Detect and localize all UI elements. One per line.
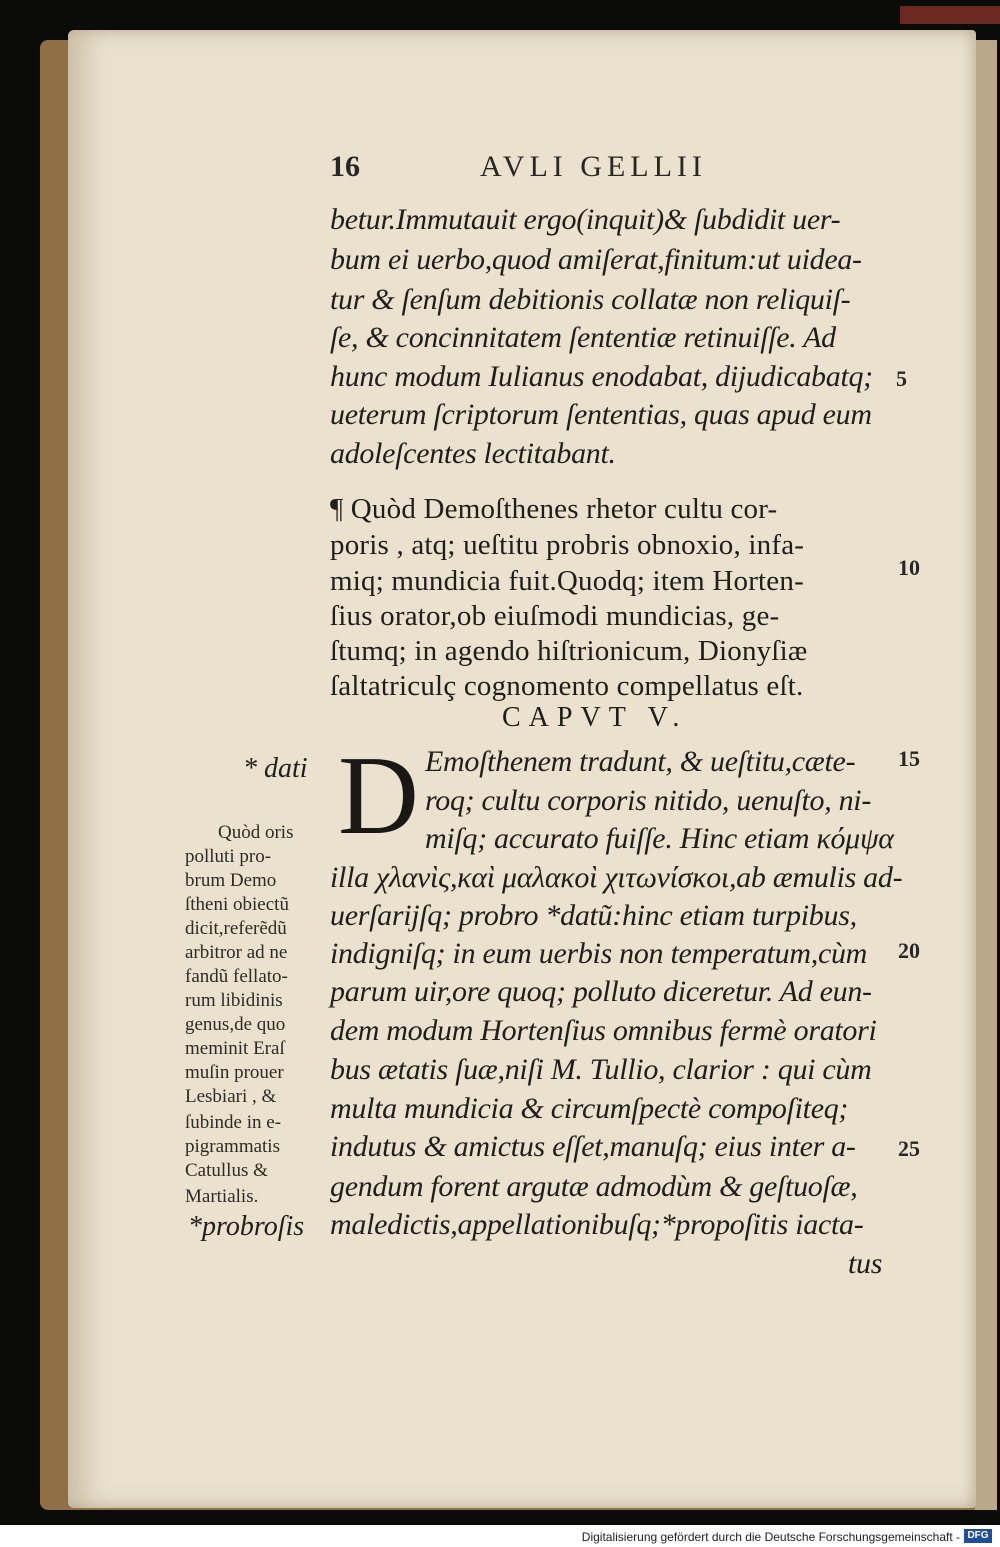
text-line: dem modum Hortenſius omnibus fermè oratori (330, 1014, 877, 1047)
cover-edge (900, 6, 1000, 24)
text-line: ſe, & concinnitatem ſententiæ retinuiſſe. Ad (330, 321, 836, 354)
line-number: 25 (898, 1136, 920, 1161)
text-line: parum uir,ore quoq; polluto diceretur. Ad eun- (330, 975, 872, 1008)
text-line: Emoſthenem tradunt, & ueſtitu,cæte- (425, 745, 856, 778)
marginal-note-line: meminit Eraſ (185, 1038, 285, 1059)
text-line: bus ætatis ſuæ,niſi M. Tullio, clarior : qui cùm (330, 1053, 872, 1086)
running-title: AVLI GELLII (480, 150, 707, 183)
folio-number: 16 (330, 150, 360, 183)
summary-line: ſtumq; in agendo hiſtrionicum, Dionyſiæ (330, 635, 808, 667)
marginal-note-line: rum libidinis (185, 990, 283, 1011)
page-header (330, 150, 750, 190)
dfg-logo-icon: DFG (964, 1529, 992, 1543)
marginal-note-line: brum Demo (185, 870, 277, 891)
marginal-gloss: *probroſis (188, 1211, 305, 1242)
marginal-gloss: * dati (243, 753, 308, 784)
marginal-note-line: dicit,referẽdũ (185, 918, 287, 939)
marginal-note-line: arbitror ad ne (185, 942, 288, 963)
catchword: tus (848, 1247, 883, 1280)
text-line: bum ei uerbo,quod amiſerat,finitum:ut uidea- (330, 243, 862, 276)
line-number: 10 (898, 555, 920, 580)
text-line: multa mundicia & circumſpectè compoſiteq; (330, 1092, 849, 1125)
marginal-note-line: fandũ fellato- (185, 966, 288, 987)
text-line: gendum forent argutæ admodùm & geſtuoſæ, (330, 1170, 858, 1203)
marginal-note-line: Lesbiari , & (185, 1086, 277, 1107)
text-line: indigniſq; in eum uerbis non temperatum,cùm (330, 937, 868, 970)
text-line: illa χλανὶς,καὶ μαλακοὶ χιτωνίσκοι,ab æmulis ad- (330, 861, 903, 894)
line-number: 5 (896, 366, 907, 391)
marginal-note-line: ſtheni obiectũ (185, 894, 289, 915)
text-line: maledictis,appellationibuſq;*propoſitis iacta- (330, 1208, 864, 1241)
text-line: ueterum ſcriptorum ſententias, quas apud eum (330, 398, 872, 431)
text-line: adoleſcentes lectitabant. (330, 437, 616, 470)
marginal-note-line: Catullus & (185, 1160, 268, 1181)
marginal-note-line: Quòd oris (218, 822, 294, 843)
summary-line: ¶ Quòd Demoſthenes rhetor cultu cor- (330, 493, 778, 525)
summary-line: miq; mundicia fuit.Quodq; item Horten- (330, 565, 804, 597)
line-number: 15 (898, 746, 920, 771)
summary-line: ſaltatriculç cognomento compellatus eſt. (330, 670, 804, 702)
drop-cap: D (338, 734, 419, 858)
text-line: miſq; accurato fuiſſe. Hinc etiam κόμψα (425, 822, 894, 855)
marginal-note-line: ſubinde in e- (185, 1112, 282, 1133)
text-line: betur.Immutauit ergo(inquit)& ſubdidit uer- (330, 203, 841, 236)
marginal-note-line: muſin prouer (185, 1062, 284, 1083)
text-line: indutus & amictus eſſet,manuſq; eius inter a- (330, 1130, 856, 1163)
marginal-note-line: Martialis. (185, 1186, 259, 1207)
line-number: 20 (898, 938, 920, 963)
marginal-note-line: polluti pro- (185, 846, 272, 867)
marginal-note-line: genus,de quo (185, 1014, 286, 1035)
marginal-note-line: pigrammatis (185, 1136, 280, 1157)
summary-line: poris , atq; ueſtitu probris obnoxio, infa- (330, 529, 805, 561)
text-line: hunc modum Iulianus enodabat, dijudicabatq; (330, 360, 873, 393)
chapter-heading: CAPVT V. (502, 702, 688, 733)
text-line: uerſarijſq; probro *datũ:hinc etiam turpibus, (330, 899, 857, 932)
summary-line: ſius orator,ob eiuſmodi mundicias, ge- (330, 600, 780, 632)
page-fore-edge (975, 40, 997, 1510)
digitization-credit: Digitalisierung gefördert durch die Deutsche Forschungsgemeinschaft - (581, 1530, 960, 1544)
text-line: tur & ſenſum debitionis collatæ non reliquiſ- (330, 283, 851, 316)
text-line: roq; cultu corporis nitido, uenuſto, ni- (425, 784, 872, 817)
